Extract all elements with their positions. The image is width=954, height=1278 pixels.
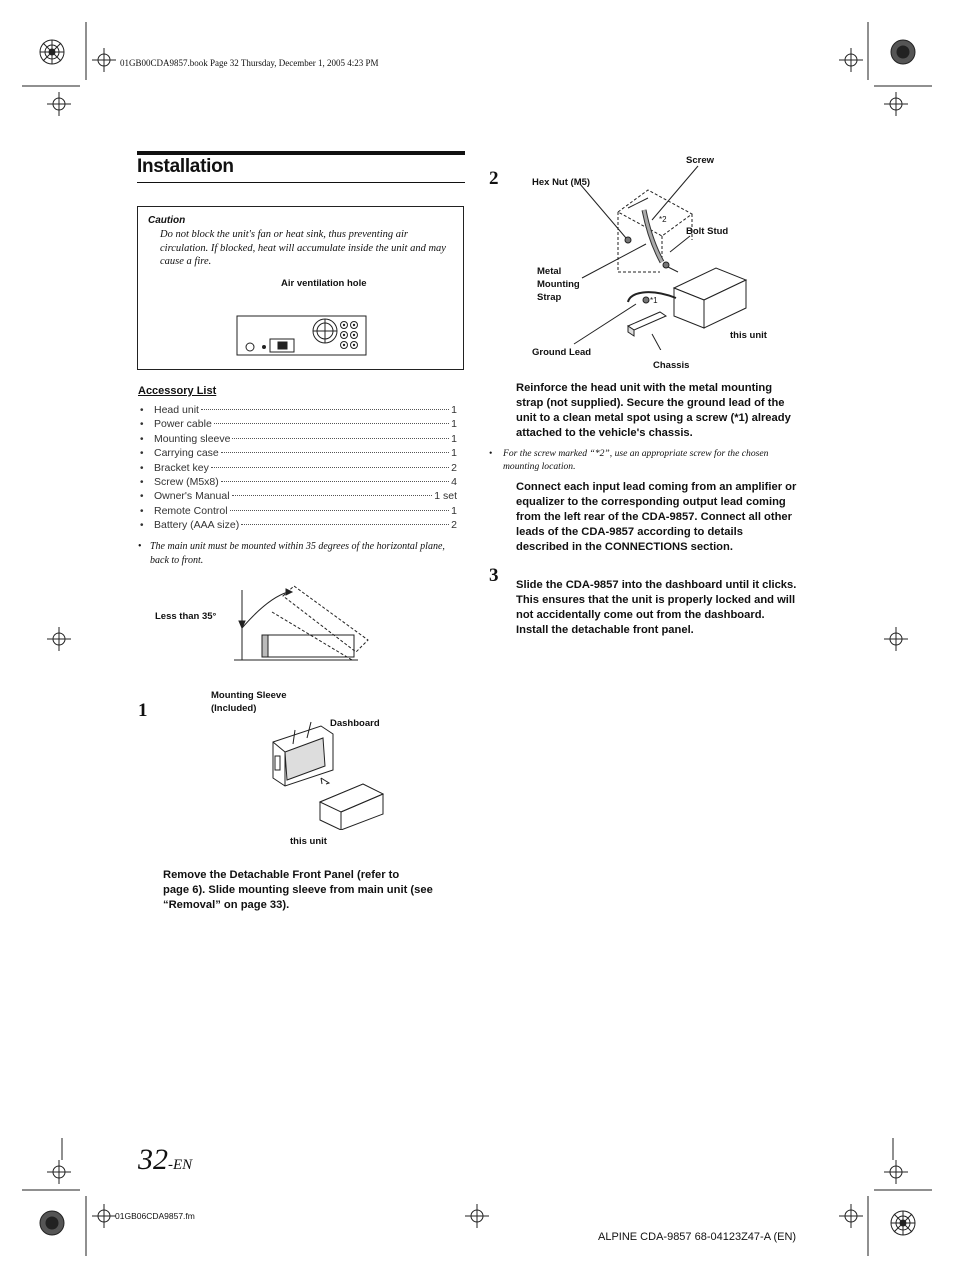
- list-item: • Power cable 1: [140, 418, 457, 431]
- list-item: • Remote Control 1: [140, 504, 457, 517]
- unit-label-2: this unit: [730, 330, 767, 341]
- list-item: • Screw (M5x8) 4: [140, 475, 457, 488]
- angle-label: Less than 35°: [155, 611, 217, 622]
- hex-nut-label: Hex Nut (M5): [532, 177, 591, 188]
- accessory-list: [140, 403, 457, 533]
- step-number-1: 1: [138, 700, 148, 721]
- starburst-bottom-left: [40, 1211, 64, 1235]
- step2-note: • For the screw marked “*2”, use an appropriate screw for the chosen mounting location.: [489, 448, 769, 472]
- step2-text: Reinforce the head unit with the metal mounting strap (not supplied). Secure the ground lead of the unit to a clean metal spot using a screw (*1) already attached to the vehicle's chassis.: [516, 382, 791, 439]
- chassis-label: Chassis: [653, 360, 690, 371]
- ground-lead-label: Ground Lead: [532, 347, 592, 358]
- title-rule: [137, 182, 465, 183]
- step1-text: Remove the Detachable Front Panel (refer to page 6). Slide mounting sleeve from main unit (see “Removal” on page 33).: [163, 869, 433, 911]
- mount-note: • The main unit must be mounted within 35 degrees of the horizontal plane, back to front.: [138, 541, 445, 566]
- sleeve-label: Mounting Sleeve (Included): [211, 690, 287, 714]
- step2-connect-text: Connect each input lead coming from an amplifier or equalizer to the corresponding output lead coming from the left rear of the CDA-9857. Connect all other leads of the CDA-9857 according to details described in the CONNECTIONS section.: [516, 481, 797, 553]
- page-title: Installation: [137, 156, 234, 177]
- page-number: 32-EN: [138, 1143, 193, 1176]
- footer-file: 01GB06CDA9857.fm: [115, 1211, 195, 1221]
- screw-label: Screw: [686, 155, 714, 166]
- list-item: • Battery (AAA size) 2: [140, 519, 457, 532]
- list-item: • Carrying case 1: [140, 447, 457, 460]
- print-header: 01GB00CDA9857.book Page 32 Thursday, December 1, 2005 4:23 PM: [120, 58, 379, 68]
- step-number-3: 3: [489, 565, 499, 586]
- caution-box: [137, 206, 464, 370]
- caution-text: Do not block the unit's fan or heat sink, thus preventing air circulation. If blocked, heat will accumulate inside the unit and may cause a fire.: [160, 229, 446, 267]
- title-bar: [137, 151, 465, 155]
- bolt-stud-label: Bolt Stud: [686, 226, 729, 237]
- list-item: • Bracket key 2: [140, 461, 457, 474]
- star1-marker: *1: [650, 296, 658, 305]
- air-ventilation-label: Air ventilation hole: [281, 278, 367, 289]
- star2-marker: *2: [659, 215, 667, 224]
- list-item: • Owner's Manual 1 set: [140, 490, 457, 503]
- unit-label: this unit: [290, 836, 327, 847]
- dashboard-label: Dashboard: [330, 718, 380, 729]
- list-item: • Mounting sleeve 1: [140, 432, 457, 445]
- metal-strap-label: Metal Mounting Strap: [537, 266, 580, 303]
- mount-angle-diagram: [228, 580, 378, 665]
- sleeve-installation-diagram: [265, 712, 390, 830]
- starburst-top-left: [40, 40, 64, 64]
- starburst-top-right: [891, 40, 915, 64]
- list-item: • Head unit 1: [140, 404, 457, 416]
- footer-model: ALPINE CDA-9857 68-04123Z47-A (EN): [598, 1231, 797, 1243]
- mounting-strap-diagram: [560, 160, 760, 350]
- accessory-list-title: Accessory List: [138, 385, 217, 397]
- step3-text: Slide the CDA-9857 into the dashboard until it clicks. This ensures that the unit is properly locked and will not accidentally come out from the dashboard. Install the detachable front panel.: [516, 579, 797, 636]
- unit-rear-diagram: [236, 315, 368, 357]
- starburst-bottom-right: [891, 1211, 915, 1235]
- step-number-2: 2: [489, 168, 499, 189]
- caution-label: Caution: [148, 215, 186, 226]
